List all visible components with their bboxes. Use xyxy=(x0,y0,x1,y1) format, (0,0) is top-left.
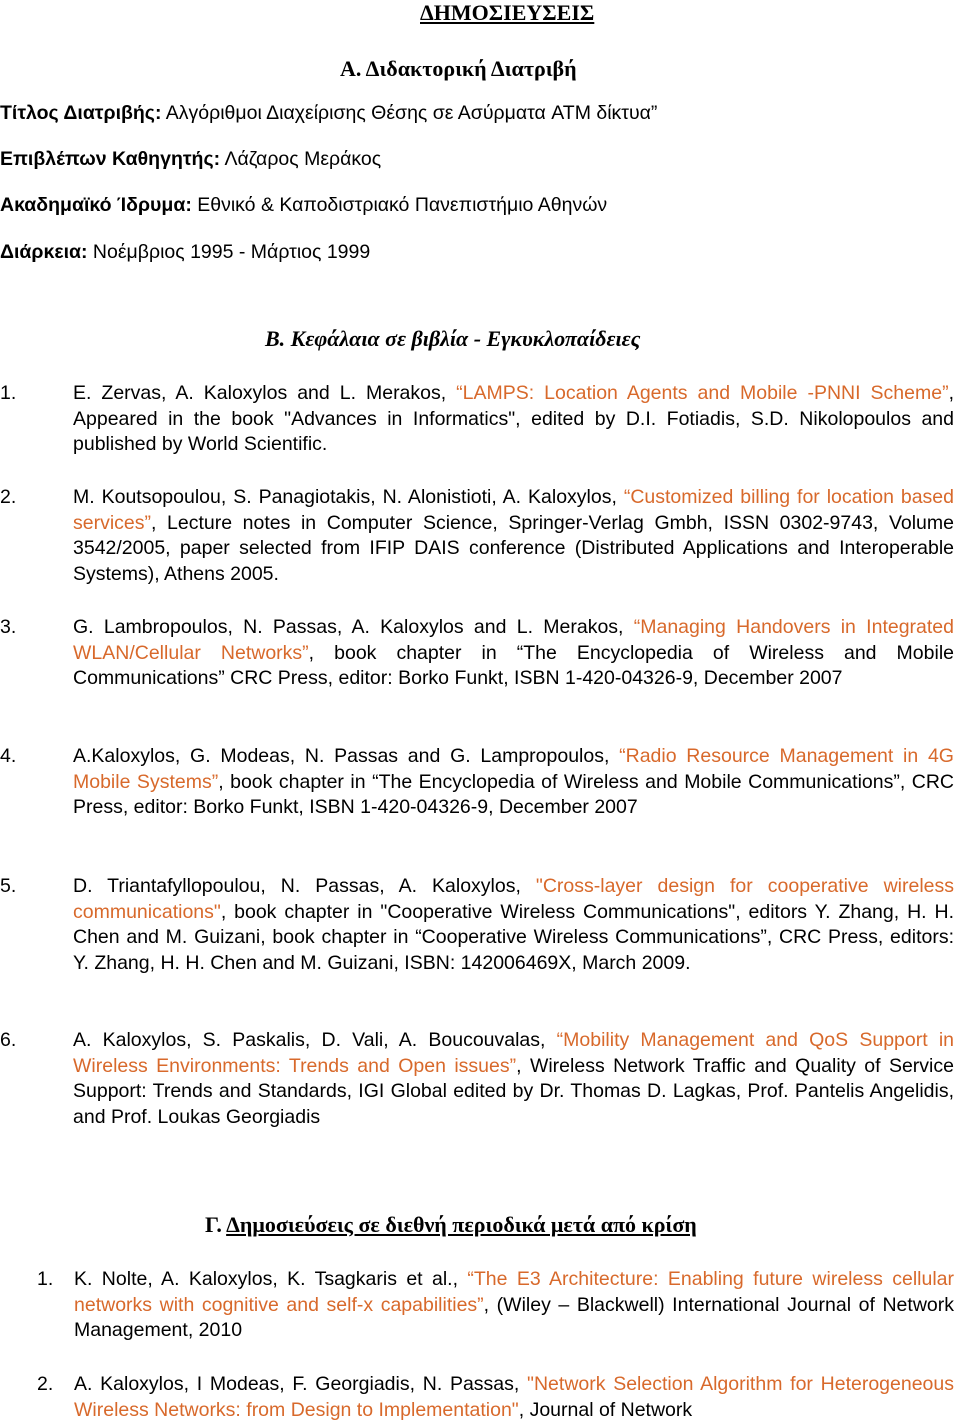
publication-details: , book chapter in “The Encyclopedia of Wireless and Mobile Communications” CRC Press, editor: Borko Funkt, ISBN 1-420-04326-9, December 2007 xyxy=(73,641,955,689)
field-label: Επιβλέπων Καθηγητής: xyxy=(0,148,221,170)
list-item xyxy=(0,485,954,587)
list-item-number: 6. xyxy=(0,1029,17,1051)
publication-title: “Managing Handovers in Integrated WLAN/Cellular Networks” xyxy=(73,616,954,664)
publication-title: “Customized billing for location based services” xyxy=(73,486,954,534)
list-item xyxy=(0,1267,954,1344)
publication-details: , Wireless Network Traffic and Quality of Service Support: Trends and Standards, IGI Global edited by Dr. Thomas D. Lagkas, Prof. Pantelis Angelidis, and Prof. Loukas Georgiadis xyxy=(73,1054,954,1128)
field-value: Νοέμβριος 1995 - Μάρτιος 1999 xyxy=(87,241,371,263)
field-duration xyxy=(0,241,370,264)
list-item-text xyxy=(73,874,954,976)
list-item-number: 4. xyxy=(0,745,17,767)
field-label: Τίτλος Διατριβής: xyxy=(0,102,162,124)
authors: D. Triantafyllopoulou, N. Passas, A. Kaloxylos, xyxy=(73,875,536,897)
section-a-heading: Α. Διδακτορική Διατριβή xyxy=(340,56,577,81)
list-item-number: 1. xyxy=(37,1268,54,1290)
authors: A. Kaloxylos, I Modeas, F. Georgiadis, N. Passas, xyxy=(74,1373,528,1395)
list-item xyxy=(0,615,954,692)
authors: G. Lambropoulos, N. Passas, A. Kaloxylos and L. Merakos, xyxy=(73,616,634,638)
publication-details: , book chapter in “The Encyclopedia of Wireless and Mobile Communications”, CRC Press, editor: Borko Funkt, ISBN 1-420-04326-9, December 2007 xyxy=(73,770,954,818)
list-item-number: 1. xyxy=(0,382,17,404)
authors: E. Zervas, A. Kaloxylos and L. Merakos, xyxy=(73,382,457,404)
field-thesis-title xyxy=(0,102,657,125)
publication-title: “Mobility Management and QoS Support in Wireless Environments: Trends and Open issues” xyxy=(73,1029,954,1077)
section-b-heading: Β. Κεφάλαια σε βιβλία - Εγκυκλοπαίδειες xyxy=(265,326,641,351)
authors: A.Kaloxylos, G. Modeas, N. Passas and G. Lampropoulos, xyxy=(73,745,620,767)
publication-title: "Cross-layer design for cooperative wireless communications" xyxy=(73,875,954,923)
section-c-heading-prefix: Γ. xyxy=(205,1212,227,1237)
field-value: Εθνικό & Καποδιστριακό Πανεπιστήμιο Αθηνών xyxy=(191,194,608,216)
list-item-text xyxy=(73,381,954,458)
list-item xyxy=(0,381,954,458)
list-item-number: 2. xyxy=(0,486,17,508)
list-item xyxy=(0,744,954,821)
field-label: Ακαδημαϊκό Ίδρυμα: xyxy=(0,194,192,216)
list-item-number: 5. xyxy=(0,875,17,897)
authors: M. Koutsopoulou, S. Panagiotakis, N. Alonistioti, A. Kaloxylos, xyxy=(73,486,624,508)
list-item-number: 3. xyxy=(0,616,17,638)
field-value: Αλγόριθμοι Διαχείρισης Θέσης σε Ασύρματα ATM δίκτυα” xyxy=(161,102,658,124)
field-institution xyxy=(0,194,607,217)
section-c-heading xyxy=(205,1212,697,1238)
publication-details: , book chapter in "Cooperative Wireless Communications", editors Y. Zhang, H. H. Chen and M. Guizani, book chapter in “Cooperative Wireless Communications”, CRC Press, editors: Y. Zhang, H. H. Chen and M. Guizani, ISBN: 142006469X, March 2009. xyxy=(73,900,954,974)
list-item xyxy=(0,874,954,976)
publication-details: , Lecture notes in Computer Science, Springer-Verlag Gmbh, ISSN 0302-9743, Volume 3542/2005, paper selected from IFIP DAIS conference (Distributed Applications and Interoperable Systems), Athens 2005. xyxy=(73,511,954,585)
list-item xyxy=(0,1372,954,1423)
publication-details: , (Wiley – Blackwell) International Journal of Network Management, 2010 xyxy=(74,1293,954,1341)
publication-title: “The E3 Architecture: Enabling future wireless cellular networks with cognitive and self-x capabilities” xyxy=(74,1268,954,1316)
list-item xyxy=(0,1028,954,1130)
publication-title: “Radio Resource Management in 4G Mobile Systems” xyxy=(73,745,954,793)
field-value: Λάζαρος Μεράκος xyxy=(220,148,382,170)
publication-title: "Network Selection Algorithm for Heterogeneous Wireless Networks: from Design to Implementation" xyxy=(74,1373,954,1421)
list-item-text xyxy=(73,1028,954,1130)
section-c-heading-text: Δημοσιεύσεις σε διεθνή περιοδικά μετά από κρίση xyxy=(226,1212,697,1237)
list-item-text xyxy=(73,485,954,587)
field-supervisor xyxy=(0,148,381,171)
page-title: ΔΗΜΟΣΙΕΥΣΕΙΣ xyxy=(420,0,595,25)
list-item-text xyxy=(74,1372,954,1423)
authors: A. Kaloxylos, S. Paskalis, D. Vali, A. Boucouvalas, xyxy=(73,1029,557,1051)
authors: K. Nolte, A. Kaloxylos, K. Tsagkaris et al., xyxy=(74,1268,468,1290)
list-item-text xyxy=(74,1267,954,1344)
publication-title: “LAMPS: Location Agents and Mobile -PNNI Scheme” xyxy=(456,382,949,404)
field-label: Διάρκεια: xyxy=(0,241,88,263)
list-item-number: 2. xyxy=(37,1373,54,1395)
publication-details: , Appeared in the book "Advances in Informatics", edited by D.I. Fotiadis, S.D. Nikolopoulos and published by World Scientific. xyxy=(73,382,954,455)
publication-details: , Journal of Network xyxy=(518,1398,693,1421)
list-item-text xyxy=(73,615,954,692)
list-item-text xyxy=(73,744,954,821)
